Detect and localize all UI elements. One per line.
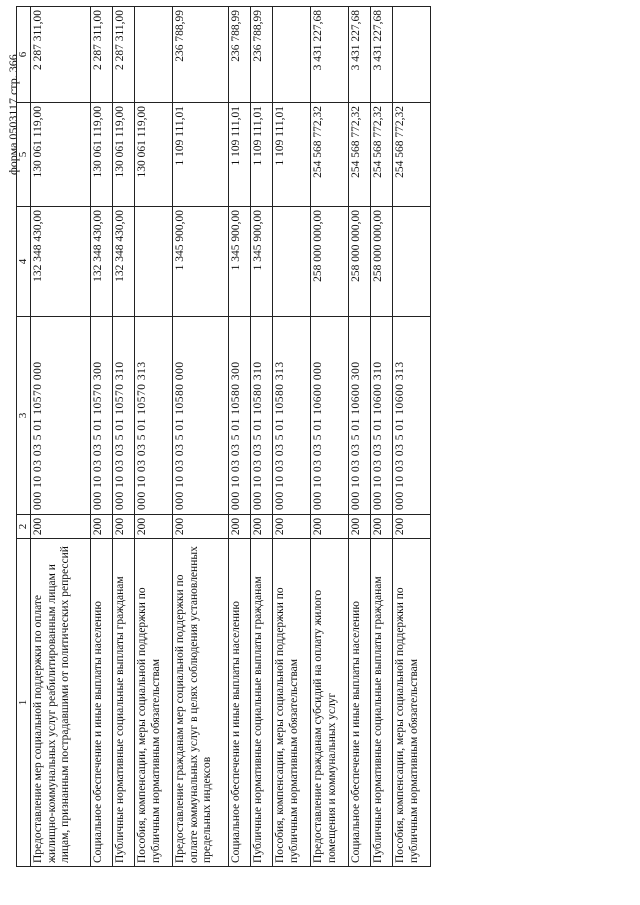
cell-approved-amount: 258 000 000,00 — [370, 207, 392, 317]
cell-unexecuted-amount: 236 788,99 — [228, 7, 250, 103]
cell-budget-code: 000 10 03 03 5 01 10600 313 — [392, 317, 430, 515]
cell-executed-amount: 254 568 772,32 — [348, 103, 370, 207]
table-row — [30, 7, 90, 867]
cell-approved-amount — [392, 207, 430, 317]
cell-budget-code: 000 10 03 03 5 01 10600 300 — [348, 317, 370, 515]
cell-description: Предоставление гражданам мер социальной поддержки по оплате коммунальных услуг в целях соблюдения установленных предельных индексов — [172, 539, 228, 867]
cell-approved-amount: 1 345 900,00 — [250, 207, 272, 317]
form-code: форма 0503117 стр. 366 — [6, 54, 20, 175]
cell-budget-code: 000 10 03 03 5 01 10570 000 — [30, 317, 90, 515]
cell-line-code: 200 — [30, 515, 90, 539]
cell-description: Пособия, компенсации, меры социальной поддержки по публичным нормативным обязательствам — [392, 539, 430, 867]
table-row — [272, 7, 310, 867]
cell-executed-amount: 130 061 119,00 — [134, 103, 172, 207]
cell-approved-amount: 1 345 900,00 — [228, 207, 250, 317]
cell-line-code: 200 — [90, 515, 112, 539]
cell-description: Публичные нормативные социальные выплаты гражданам — [250, 539, 272, 867]
table-row — [90, 7, 112, 867]
cell-unexecuted-amount: 3 431 227,68 — [310, 7, 348, 103]
cell-budget-code: 000 10 03 03 5 01 10600 000 — [310, 317, 348, 515]
cell-executed-amount: 254 568 772,32 — [370, 103, 392, 207]
cell-unexecuted-amount: 3 431 227,68 — [370, 7, 392, 103]
table-row — [172, 7, 228, 867]
cell-description: Пособия, компенсации, меры социальной поддержки по публичным нормативным обязательствам — [272, 539, 310, 867]
cell-budget-code: 000 10 03 03 5 01 10580 000 — [172, 317, 228, 515]
cell-budget-code: 000 10 03 03 5 01 10600 310 — [370, 317, 392, 515]
cell-line-code: 200 — [172, 515, 228, 539]
cell-unexecuted-amount — [134, 7, 172, 103]
cell-description: Предоставление гражданам субсидий на оплату жилого помещения и коммунальных услуг — [310, 539, 348, 867]
table-row — [250, 7, 272, 867]
cell-executed-amount: 130 061 119,00 — [112, 103, 134, 207]
cell-budget-code: 000 10 03 03 5 01 10570 310 — [112, 317, 134, 515]
cell-description: Социальное обеспечение и иные выплаты населению — [348, 539, 370, 867]
cell-budget-code: 000 10 03 03 5 01 10580 300 — [228, 317, 250, 515]
cell-unexecuted-amount: 3 431 227,68 — [348, 7, 370, 103]
cell-line-code: 200 — [134, 515, 172, 539]
cell-line-code: 200 — [112, 515, 134, 539]
cell-unexecuted-amount — [272, 7, 310, 103]
cell-line-code: 200 — [348, 515, 370, 539]
cell-line-code: 200 — [228, 515, 250, 539]
cell-executed-amount: 1 109 111,01 — [250, 103, 272, 207]
cell-line-code: 200 — [250, 515, 272, 539]
table-body — [30, 7, 430, 867]
col-header-4: 4 — [17, 207, 31, 317]
cell-unexecuted-amount: 2 287 311,00 — [90, 7, 112, 103]
cell-line-code: 200 — [370, 515, 392, 539]
cell-line-code: 200 — [392, 515, 430, 539]
table-row — [348, 7, 370, 867]
cell-approved-amount: 258 000 000,00 — [310, 207, 348, 317]
cell-executed-amount: 254 568 772,32 — [392, 103, 430, 207]
col-header-5: 5 — [17, 103, 31, 207]
budget-table — [16, 6, 431, 867]
col-header-2: 2 — [17, 515, 31, 539]
cell-approved-amount: 132 348 430,00 — [112, 207, 134, 317]
cell-description: Публичные нормативные социальные выплаты гражданам — [370, 539, 392, 867]
cell-executed-amount: 1 109 111,01 — [272, 103, 310, 207]
cell-line-code: 200 — [310, 515, 348, 539]
cell-unexecuted-amount — [392, 7, 430, 103]
cell-description: Публичные нормативные социальные выплаты гражданам — [112, 539, 134, 867]
cell-description: Пособия, компенсации, меры социальной поддержки по публичным нормативным обязательствам — [134, 539, 172, 867]
table-row — [112, 7, 134, 867]
cell-approved-amount: 1 345 900,00 — [172, 207, 228, 317]
cell-approved-amount: 258 000 000,00 — [348, 207, 370, 317]
cell-executed-amount: 254 568 772,32 — [310, 103, 348, 207]
cell-executed-amount: 1 109 111,01 — [228, 103, 250, 207]
cell-unexecuted-amount: 2 287 311,00 — [112, 7, 134, 103]
cell-approved-amount — [134, 207, 172, 317]
header-row — [17, 7, 31, 867]
table-row — [370, 7, 392, 867]
table-row — [310, 7, 348, 867]
cell-description: Социальное обеспечение и иные выплаты населению — [228, 539, 250, 867]
cell-unexecuted-amount: 236 788,99 — [172, 7, 228, 103]
col-header-1: 1 — [17, 539, 31, 867]
table-row — [228, 7, 250, 867]
cell-budget-code: 000 10 03 03 5 01 10580 310 — [250, 317, 272, 515]
cell-approved-amount — [272, 207, 310, 317]
cell-line-code: 200 — [272, 515, 310, 539]
cell-executed-amount: 130 061 119,00 — [30, 103, 90, 207]
cell-executed-amount: 1 109 111,01 — [172, 103, 228, 207]
table-row — [134, 7, 172, 867]
cell-executed-amount: 130 061 119,00 — [90, 103, 112, 207]
cell-budget-code: 000 10 03 03 5 01 10580 313 — [272, 317, 310, 515]
cell-budget-code: 000 10 03 03 5 01 10570 300 — [90, 317, 112, 515]
cell-approved-amount: 132 348 430,00 — [90, 207, 112, 317]
table-row — [392, 7, 430, 867]
cell-unexecuted-amount: 2 287 311,00 — [30, 7, 90, 103]
col-header-3: 3 — [17, 317, 31, 515]
cell-unexecuted-amount: 236 788,99 — [250, 7, 272, 103]
cell-description: Предоставление мер социальной поддержки по оплате жилищно-коммунальных услуг реабилитированным лицам и лицам, признанным пострадавшими от политических репрессий — [30, 539, 90, 867]
cell-description: Социальное обеспечение и иные выплаты населению — [90, 539, 112, 867]
cell-approved-amount: 132 348 430,00 — [30, 207, 90, 317]
cell-budget-code: 000 10 03 03 5 01 10570 313 — [134, 317, 172, 515]
col-header-6: 6 — [17, 7, 31, 103]
